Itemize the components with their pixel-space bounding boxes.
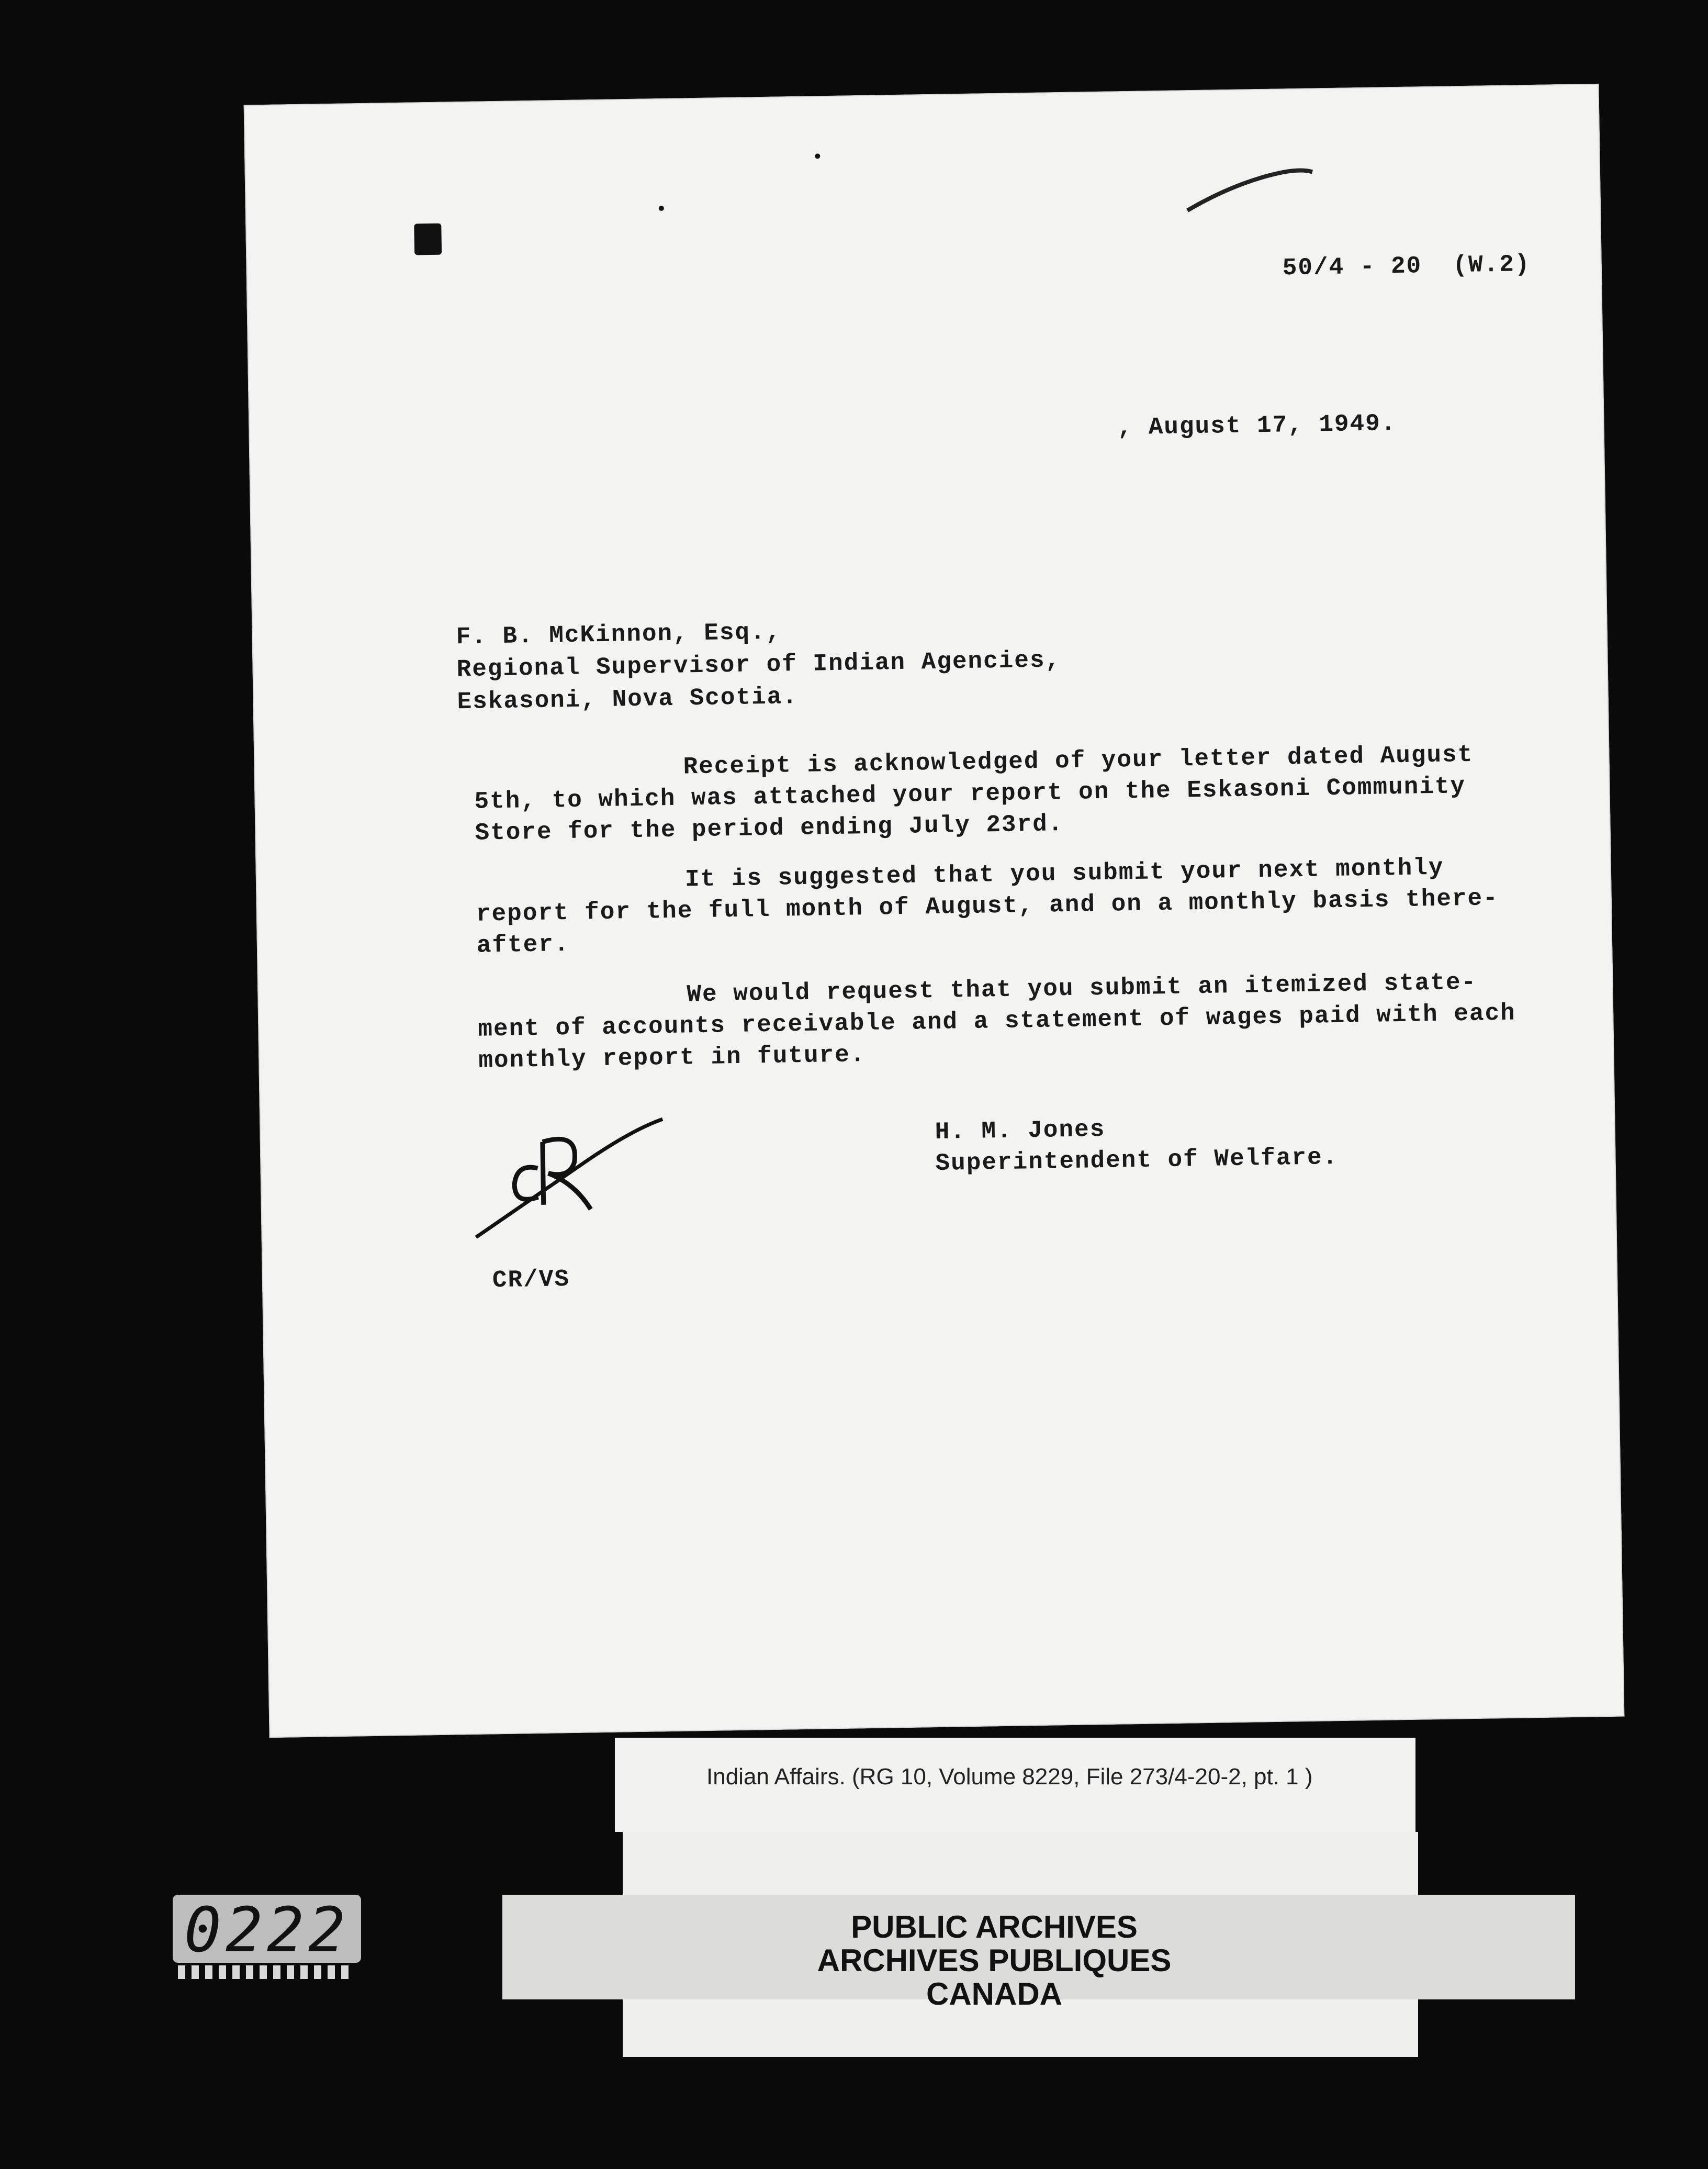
archives-stamp <box>811 1910 1177 2011</box>
signatory-title: Superintendent of Welfare. <box>935 1143 1339 1178</box>
archive-citation: Indian Affairs. (RG 10, Volume 8229, File 273/4-20-2, pt. 1 ) <box>706 1764 1313 1790</box>
ink-blot <box>414 223 442 255</box>
file-reference: 50/4 - 20 (W.2) <box>1282 250 1531 282</box>
signatory-name: H. M. Jones <box>935 1115 1106 1146</box>
reference-initials: CR/VS <box>492 1266 570 1294</box>
paragraph-line: ment of accounts receivable and a statement of wages paid with each <box>478 999 1516 1043</box>
paragraph-line: monthly report in future. <box>478 1041 866 1075</box>
ink-speck <box>815 153 820 159</box>
recipient-line: Regional Supervisor of Indian Agencies, <box>456 646 1061 684</box>
letter-sheet <box>244 84 1625 1738</box>
stamp-line: PUBLIC ARCHIVES <box>851 1909 1138 1944</box>
paragraph-line: Receipt is acknowledged of your letter dated August <box>683 741 1474 781</box>
recipient-line: Eskasoni, Nova Scotia. <box>457 683 799 716</box>
letter-date: , August 17, 1949. <box>1117 410 1397 442</box>
paragraph-line: Store for the period ending July 23rd. <box>475 810 1064 847</box>
frame-counter <box>173 1895 361 1963</box>
paragraph-line: 5th, to which was attached your report on the Eskasoni Community <box>474 773 1466 815</box>
pencil-mark <box>1181 156 1318 221</box>
recipient-line: F. B. McKinnon, Esq., <box>456 618 782 651</box>
paragraph-line: after. <box>476 930 570 959</box>
film-sprocket-marks <box>178 1965 351 1979</box>
paragraph-line: We would request that you submit an itemized state- <box>687 968 1477 1009</box>
citation-card <box>615 1738 1415 1832</box>
stamp-line: ARCHIVES PUBLIQUES <box>817 1943 1172 1978</box>
initials-signature <box>464 1103 675 1253</box>
frame-counter-value: 0222 <box>184 1895 350 1963</box>
paragraph-line: It is suggested that you submit your next monthly <box>684 854 1444 893</box>
ink-speck <box>659 206 664 211</box>
stamp-line: CANADA <box>926 1976 1062 2011</box>
paragraph-line: report for the full month of August, and on a monthly basis there- <box>476 885 1499 928</box>
